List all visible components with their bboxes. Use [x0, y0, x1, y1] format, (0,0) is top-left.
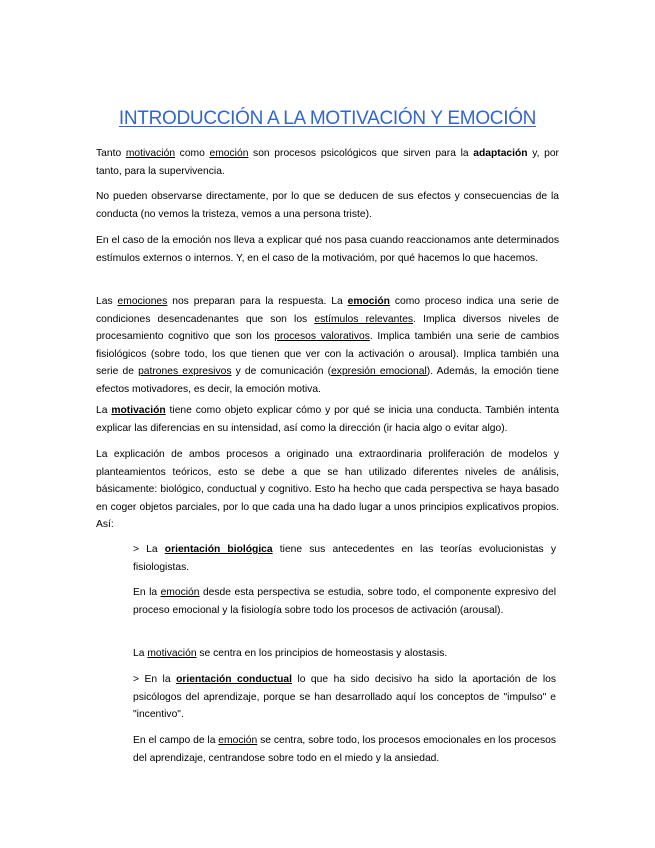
text: > En la	[133, 674, 177, 685]
paragraph-biological-motivation	[133, 645, 556, 663]
text: . Implica también una serie de cambios fisiológicos (sobre todo, los que tienen que ver con la activación o arousal). Implica también una serie de	[96, 331, 559, 377]
document-title: INTRODUCCIÓN A LA MOTIVACIÓN Y EMOCIÓN	[118, 108, 537, 129]
text: se centra en los principios de homeostasis y alostasis.	[196, 648, 448, 659]
paragraph-emotion-case: En el caso de la emoción nos lleva a explicar qué nos pasa cuando reaccionamos ante determinados estímulos externos o internos. Y, en el caso de la motivacióm, por qué hacemos lo que hacemos.	[96, 235, 559, 264]
underlined-term: emoción	[209, 148, 249, 159]
underlined-term: procesos valorativos	[274, 331, 370, 342]
paragraph-intro	[96, 145, 559, 180]
text: como	[175, 148, 210, 159]
paragraph-emotions	[96, 293, 559, 398]
text: desde esta perspectiva se estudia, sobre todo, el componente expresivo del proceso emocional y la fisiología sobre todo los procesos de activación (arousal).	[133, 587, 556, 616]
text: tiene como objeto explicar cómo y por qué se inicia una conducta. También intenta explicar las diferencias en su intensidad, así como la dirección (ir hacia algo o evitar algo).	[96, 405, 559, 434]
text: En el campo de la	[133, 735, 219, 746]
paragraph-behavioral	[133, 671, 556, 724]
text: En la	[133, 587, 161, 598]
text: y de comunicación (	[231, 366, 332, 377]
text: lo que ha sido decisivo ha sido la aportación de los psicólogos del aprendizaje, porque se han desarrollado aquí los conceptos de "impulso" e "incentivo".	[133, 674, 557, 720]
underlined-term: motivación	[111, 405, 166, 416]
text: Las	[96, 296, 118, 307]
text: tiene sus antecedentes en las teorías evolucionistas y fisiologistas.	[133, 544, 556, 573]
paragraph-motivation	[96, 402, 559, 437]
paragraph-behavioral-emotion	[133, 732, 556, 767]
underlined-term: emoción	[160, 587, 200, 598]
paragraph-explanation: La explicación de ambos procesos a originado una extraordinaria proliferación de modelos y planteamientos teóricos, esto se debe a que se han utilizado diferentes niveles de análisis, básicamente: biológico, conductual y cognitivo. Esto ha hecho que cada perspectiva se haya basado en coger objetos parciales, por lo que cada una ha dado lugar a unos principios explicativos propios. Así:	[96, 449, 559, 530]
underlined-term: orientación biológica	[164, 544, 273, 555]
text: son procesos psicológicos que sirven para la	[248, 148, 474, 159]
text: Tanto	[96, 148, 126, 159]
paragraph-biological-emotion	[133, 584, 556, 619]
underlined-term: emociones	[117, 296, 168, 307]
text: y, por tanto, para la supervivencia.	[96, 148, 559, 177]
underlined-term: orientación conductual	[176, 674, 292, 685]
text: nos preparan para la respuesta. La	[167, 296, 348, 307]
underlined-term: expresión emocional	[331, 366, 427, 377]
underlined-term: estímulos relevantes	[314, 313, 414, 325]
paragraph-biological	[133, 541, 556, 576]
underlined-term: motivación	[147, 648, 197, 659]
underlined-term: emoción	[218, 735, 258, 746]
underlined-term: emoción	[347, 296, 390, 307]
text: La	[96, 405, 112, 416]
paragraph-observation: No pueden observarse directamente, por lo que se deducen de sus efectos y consecuencias de la conducta (no vemos la tristeza, vemos a una persona triste).	[96, 191, 559, 220]
text: como proceso indica una serie de condiciones desencadenantes que son los	[96, 296, 559, 325]
text: La	[133, 648, 148, 659]
bold-term: adaptación	[473, 148, 528, 159]
underlined-term: motivación	[125, 148, 176, 159]
underlined-term: patrones expresivos	[138, 366, 232, 377]
text: se centra, sobre todo, los procesos emocionales en los procesos del aprendizaje, centrandose sobre todo en el miedo y la ansiedad.	[133, 735, 556, 764]
text: ). Además, la emoción tiene efectos motivadores, es decir, la emoción motiva.	[96, 366, 559, 395]
text: . Implica diversos niveles de procesamiento cognitivo que son los	[96, 313, 559, 342]
text: > La	[133, 544, 165, 555]
